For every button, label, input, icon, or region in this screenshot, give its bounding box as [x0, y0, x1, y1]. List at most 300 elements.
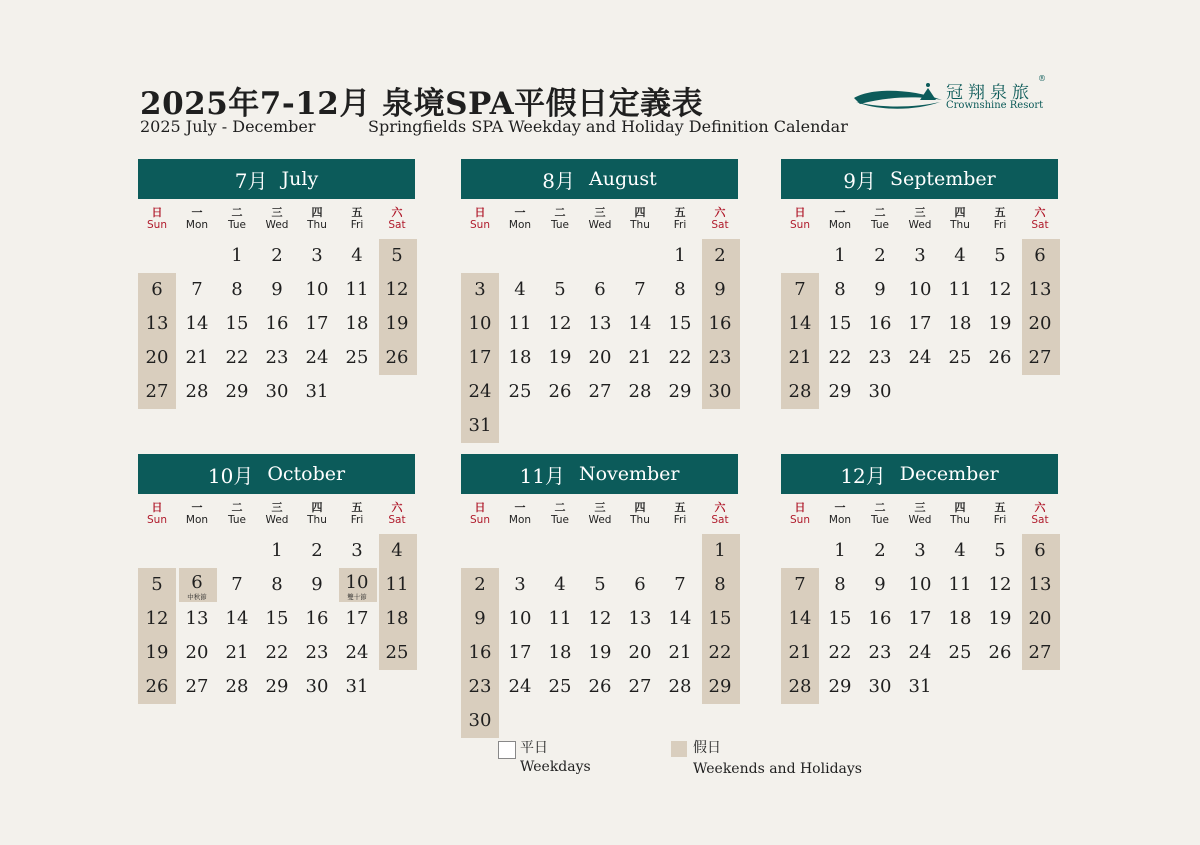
day-number: 18 [345, 313, 369, 334]
calendar-day [580, 604, 620, 634]
calendar-day [1020, 536, 1060, 566]
calendar-day [700, 536, 740, 566]
calendar-day [540, 570, 580, 600]
day-number: 17 [345, 608, 369, 629]
weekday-label-zh: 四 [634, 206, 646, 219]
day-number: 12 [145, 608, 169, 629]
calendar-day [860, 638, 900, 668]
day-number: 28 [185, 381, 209, 402]
calendar-day [297, 604, 337, 634]
month-name-zh: 12月 [840, 463, 886, 488]
weekday-label-zh: 五 [674, 206, 686, 219]
day-number: 13 [145, 313, 169, 334]
day-number: 8 [674, 279, 686, 300]
calendar-day [460, 377, 500, 407]
day-number: 20 [1028, 608, 1052, 629]
calendar-day [620, 604, 660, 634]
weekday-label-en: Wed [265, 514, 289, 526]
weekday-label-zh: 三 [594, 501, 606, 514]
weekday-label [901, 501, 939, 527]
calendar-day [297, 309, 337, 339]
day-number: 29 [265, 676, 289, 697]
calendar-day [217, 275, 257, 305]
weekday-label-zh: 四 [311, 501, 323, 514]
calendar-day [337, 536, 377, 566]
weekday-label [178, 501, 216, 527]
day-number: 11 [508, 313, 532, 334]
calendar-day [900, 672, 940, 702]
calendar-day [217, 604, 257, 634]
weekday-label-en: Wed [265, 219, 289, 231]
calendar-day [540, 638, 580, 668]
day-number: 29 [828, 381, 852, 402]
month-header [781, 454, 1058, 494]
weekday-label [981, 501, 1019, 527]
day-number: 1 [714, 540, 726, 561]
legend-weekday-label-en: Weekdays [520, 759, 591, 775]
calendar-day [820, 377, 860, 407]
day-number: 17 [468, 347, 492, 368]
logo-name-en: Crownshine Resort [946, 100, 1044, 111]
weekday-label [501, 501, 539, 527]
weekday-label-en: Tue [551, 514, 569, 526]
weekday-label-en: Thu [630, 514, 650, 526]
day-number: 28 [225, 676, 249, 697]
calendar-day [297, 672, 337, 702]
day-number: 20 [145, 347, 169, 368]
day-number: 19 [588, 642, 612, 663]
day-number: 16 [708, 313, 732, 334]
calendar-day [257, 275, 297, 305]
weekday-label-en: Tue [871, 219, 889, 231]
holiday-name: 雙十節 [347, 593, 367, 601]
day-number: 6 [1034, 540, 1046, 561]
day-number: 1 [834, 540, 846, 561]
calendar-day [620, 638, 660, 668]
day-number: 28 [628, 381, 652, 402]
day-number: 6 [191, 572, 203, 593]
day-number: 30 [708, 381, 732, 402]
legend-holiday-swatch [671, 741, 687, 757]
calendar-day [980, 343, 1020, 373]
weekday-label-zh: 一 [834, 501, 846, 514]
weekday-label-zh: 二 [554, 206, 566, 219]
calendar-day [580, 377, 620, 407]
calendar-day [137, 275, 177, 305]
calendar-day [460, 604, 500, 634]
day-number: 31 [305, 381, 329, 402]
calendar-day [297, 241, 337, 271]
calendar-day [700, 570, 740, 600]
calendar-day [860, 570, 900, 600]
calendar-day [177, 672, 217, 702]
day-number: 8 [271, 574, 283, 595]
day-number: 30 [868, 676, 892, 697]
day-number: 1 [674, 245, 686, 266]
calendar-day [377, 275, 417, 305]
weekday-label-en: Mon [828, 219, 852, 231]
day-number: 15 [225, 313, 249, 334]
calendar-day [660, 604, 700, 634]
day-number: 24 [305, 347, 329, 368]
calendar-day [257, 241, 297, 271]
day-number: 16 [305, 608, 329, 629]
weekday-label-en: Sun [790, 219, 810, 231]
calendar-day [780, 604, 820, 634]
weekday-label [541, 501, 579, 527]
day-number: 3 [351, 540, 363, 561]
weekday-label-en: Fri [673, 514, 687, 526]
calendar-day [297, 275, 337, 305]
day-number: 23 [265, 347, 289, 368]
weekday-label-zh: 三 [271, 501, 283, 514]
day-number: 13 [628, 608, 652, 629]
day-number: 31 [468, 415, 492, 436]
weekday-label-en: Sat [1031, 219, 1049, 231]
day-number: 30 [305, 676, 329, 697]
calendar-day [257, 309, 297, 339]
calendar-day [860, 309, 900, 339]
calendar-day [900, 638, 940, 668]
calendar-day [460, 570, 500, 600]
day-number: 21 [225, 642, 249, 663]
calendar-day [177, 309, 217, 339]
day-number: 2 [474, 574, 486, 595]
weekday-label [621, 206, 659, 232]
day-number: 4 [391, 540, 403, 561]
day-number: 11 [345, 279, 369, 300]
calendar-day [980, 241, 1020, 271]
day-number: 27 [1028, 642, 1052, 663]
weekday-label [1021, 206, 1059, 232]
weekday-label [661, 501, 699, 527]
day-number: 15 [265, 608, 289, 629]
day-number: 9 [874, 574, 886, 595]
calendar-day [1020, 309, 1060, 339]
month-calendar [138, 159, 415, 429]
calendar-day [1020, 570, 1060, 600]
calendar-day [700, 604, 740, 634]
calendar-day [500, 377, 540, 407]
calendar-day [460, 309, 500, 339]
calendar-day [217, 377, 257, 407]
day-number: 28 [788, 676, 812, 697]
calendar-day [940, 309, 980, 339]
month-name-en: September [889, 168, 996, 190]
calendar-day [700, 309, 740, 339]
calendar-day [620, 343, 660, 373]
calendar-day [900, 241, 940, 271]
day-number: 30 [468, 710, 492, 731]
calendar-day [337, 604, 377, 634]
calendar-day [337, 309, 377, 339]
day-number: 23 [708, 347, 732, 368]
logo-name-zh: 冠翔泉旅 [946, 83, 1034, 103]
day-number: 4 [954, 540, 966, 561]
calendar-day [257, 570, 297, 600]
calendar-day [177, 377, 217, 407]
weekday-label-en: Sat [711, 219, 729, 231]
legend-holiday-label-en: Weekends and Holidays [693, 761, 862, 777]
weekday-label-en: Wed [908, 514, 932, 526]
day-number: 24 [908, 642, 932, 663]
calendar-day [1020, 241, 1060, 271]
calendar-day [460, 706, 500, 736]
day-number: 29 [225, 381, 249, 402]
calendar-day [377, 343, 417, 373]
weekday-label-zh: 二 [874, 501, 886, 514]
day-number: 25 [345, 347, 369, 368]
weekday-label [461, 206, 499, 232]
day-number: 13 [1028, 574, 1052, 595]
weekday-label-en: Fri [993, 514, 1007, 526]
weekday-label-zh: 三 [594, 206, 606, 219]
weekday-label-en: Tue [228, 219, 246, 231]
day-number: 28 [668, 676, 692, 697]
day-number: 10 [908, 279, 932, 300]
calendar-day [377, 536, 417, 566]
day-number: 7 [674, 574, 686, 595]
day-number: 21 [628, 347, 652, 368]
day-number: 5 [994, 245, 1006, 266]
day-number: 1 [834, 245, 846, 266]
weekday-label-en: Mon [185, 219, 209, 231]
weekday-label-en: Thu [950, 514, 970, 526]
day-number: 26 [145, 676, 169, 697]
weekday-label-zh: 二 [231, 501, 243, 514]
weekday-label-en: Sat [1031, 514, 1049, 526]
day-number: 19 [385, 313, 409, 334]
calendar-day [177, 570, 217, 600]
subtitle-date-range: 2025 July - December [140, 117, 316, 136]
calendar-day [620, 275, 660, 305]
calendar-day [337, 343, 377, 373]
day-number: 12 [588, 608, 612, 629]
calendar-day [820, 343, 860, 373]
month-header [781, 159, 1058, 199]
day-number: 27 [588, 381, 612, 402]
weekday-label-zh: 日 [794, 206, 806, 219]
calendar-day [900, 570, 940, 600]
weekday-label-zh: 日 [794, 501, 806, 514]
day-number: 18 [385, 608, 409, 629]
day-number: 26 [988, 347, 1012, 368]
calendar-day [660, 241, 700, 271]
calendar-day [297, 638, 337, 668]
weekday-label-zh: 六 [714, 501, 726, 514]
calendar-day [900, 536, 940, 566]
calendar-day [820, 638, 860, 668]
day-number: 24 [508, 676, 532, 697]
day-number: 24 [345, 642, 369, 663]
weekday-label [701, 501, 739, 527]
calendar-day [540, 343, 580, 373]
calendar-day [700, 241, 740, 271]
weekday-label-zh: 日 [474, 206, 486, 219]
calendar-day [940, 570, 980, 600]
calendar-day [700, 672, 740, 702]
weekday-label [461, 501, 499, 527]
calendar-day [780, 638, 820, 668]
crownshine-logo-icon [850, 78, 946, 112]
weekday-label-zh: 五 [994, 501, 1006, 514]
weekday-label [941, 501, 979, 527]
weekday-label-en: Sun [470, 219, 490, 231]
calendar-day [217, 570, 257, 600]
weekday-label [338, 206, 376, 232]
weekday-label [781, 206, 819, 232]
calendar-day [137, 570, 177, 600]
month-name-en: July [281, 168, 319, 190]
day-number: 10 [468, 313, 492, 334]
day-number: 24 [908, 347, 932, 368]
calendar-day [177, 343, 217, 373]
weekday-label [701, 206, 739, 232]
weekday-label-en: Mon [508, 514, 532, 526]
day-number: 14 [225, 608, 249, 629]
calendar-day [1020, 604, 1060, 634]
day-number: 7 [794, 279, 806, 300]
weekday-label [981, 206, 1019, 232]
calendar-day [700, 275, 740, 305]
day-number: 5 [594, 574, 606, 595]
weekday-label-zh: 四 [311, 206, 323, 219]
weekday-label [378, 206, 416, 232]
weekday-label-zh: 一 [834, 206, 846, 219]
calendar-day [860, 275, 900, 305]
day-number: 14 [185, 313, 209, 334]
day-number: 19 [145, 642, 169, 663]
day-number: 4 [954, 245, 966, 266]
calendar-day [700, 343, 740, 373]
day-number: 16 [868, 313, 892, 334]
crownshine-logo [850, 74, 1050, 118]
weekday-label-zh: 一 [514, 206, 526, 219]
calendar-day [860, 377, 900, 407]
day-number: 19 [988, 313, 1012, 334]
calendar-day [257, 343, 297, 373]
weekday-label [138, 501, 176, 527]
day-number: 3 [914, 540, 926, 561]
calendar-day [297, 570, 337, 600]
calendar-day [780, 672, 820, 702]
calendar-day [460, 672, 500, 702]
day-number: 28 [788, 381, 812, 402]
calendar-day [217, 309, 257, 339]
day-number: 15 [668, 313, 692, 334]
weekday-label-zh: 二 [874, 206, 886, 219]
calendar-day [860, 604, 900, 634]
weekday-label-zh: 六 [714, 206, 726, 219]
day-number: 11 [548, 608, 572, 629]
day-number: 6 [634, 574, 646, 595]
calendar-day [820, 672, 860, 702]
day-number: 8 [834, 574, 846, 595]
calendar-day [660, 570, 700, 600]
calendar-day [700, 638, 740, 668]
calendar-day [217, 343, 257, 373]
weekday-label [861, 501, 899, 527]
weekday-label [1021, 501, 1059, 527]
calendar-day [620, 570, 660, 600]
weekday-label-en: Wed [588, 219, 612, 231]
weekday-label [218, 501, 256, 527]
day-number: 3 [514, 574, 526, 595]
weekday-label [298, 206, 336, 232]
day-number: 22 [828, 347, 852, 368]
day-number: 5 [994, 540, 1006, 561]
subtitle-description: Springfields SPA Weekday and Holiday Definition Calendar [368, 117, 848, 136]
weekday-label [138, 206, 176, 232]
calendar-day [660, 672, 700, 702]
calendar-day [980, 536, 1020, 566]
weekday-label-zh: 四 [634, 501, 646, 514]
calendar-day [780, 309, 820, 339]
calendar-day [900, 343, 940, 373]
day-number: 20 [628, 642, 652, 663]
calendar-day [137, 672, 177, 702]
weekday-label [581, 501, 619, 527]
month-header [461, 454, 738, 494]
calendar-day [377, 570, 417, 600]
weekday-label-en: Tue [551, 219, 569, 231]
month-name-zh: 11月 [519, 463, 565, 488]
weekday-label-zh: 六 [1034, 206, 1046, 219]
day-number: 23 [305, 642, 329, 663]
weekday-label [901, 206, 939, 232]
day-number: 12 [988, 574, 1012, 595]
day-number: 25 [508, 381, 532, 402]
month-calendar [461, 159, 738, 436]
day-number: 2 [311, 540, 323, 561]
weekday-label-en: Sun [147, 219, 167, 231]
calendar-day [980, 275, 1020, 305]
day-number: 29 [828, 676, 852, 697]
weekday-label-en: Sun [147, 514, 167, 526]
day-number: 3 [914, 245, 926, 266]
weekday-label-zh: 日 [151, 206, 163, 219]
weekday-label-zh: 五 [351, 206, 363, 219]
calendar-day [137, 638, 177, 668]
calendar-day [177, 275, 217, 305]
calendar-day [580, 672, 620, 702]
month-name-en: November [578, 463, 680, 485]
weekday-label-zh: 一 [514, 501, 526, 514]
day-number: 26 [588, 676, 612, 697]
day-number: 2 [874, 540, 886, 561]
day-number: 9 [271, 279, 283, 300]
weekday-label-en: Mon [508, 219, 532, 231]
weekday-label [581, 206, 619, 232]
weekday-label-en: Thu [307, 514, 327, 526]
calendar-day [500, 275, 540, 305]
calendar-day [500, 604, 540, 634]
weekday-label-zh: 三 [271, 206, 283, 219]
month-name-en: August [588, 168, 657, 190]
calendar-day [500, 638, 540, 668]
calendar-day [257, 377, 297, 407]
month-header [461, 159, 738, 199]
calendar-day [137, 343, 177, 373]
day-number: 1 [231, 245, 243, 266]
calendar-day [660, 638, 700, 668]
calendar-day [820, 309, 860, 339]
weekday-label [541, 206, 579, 232]
weekday-label-en: Mon [828, 514, 852, 526]
weekday-label [661, 206, 699, 232]
day-number: 22 [225, 347, 249, 368]
day-number: 30 [868, 381, 892, 402]
